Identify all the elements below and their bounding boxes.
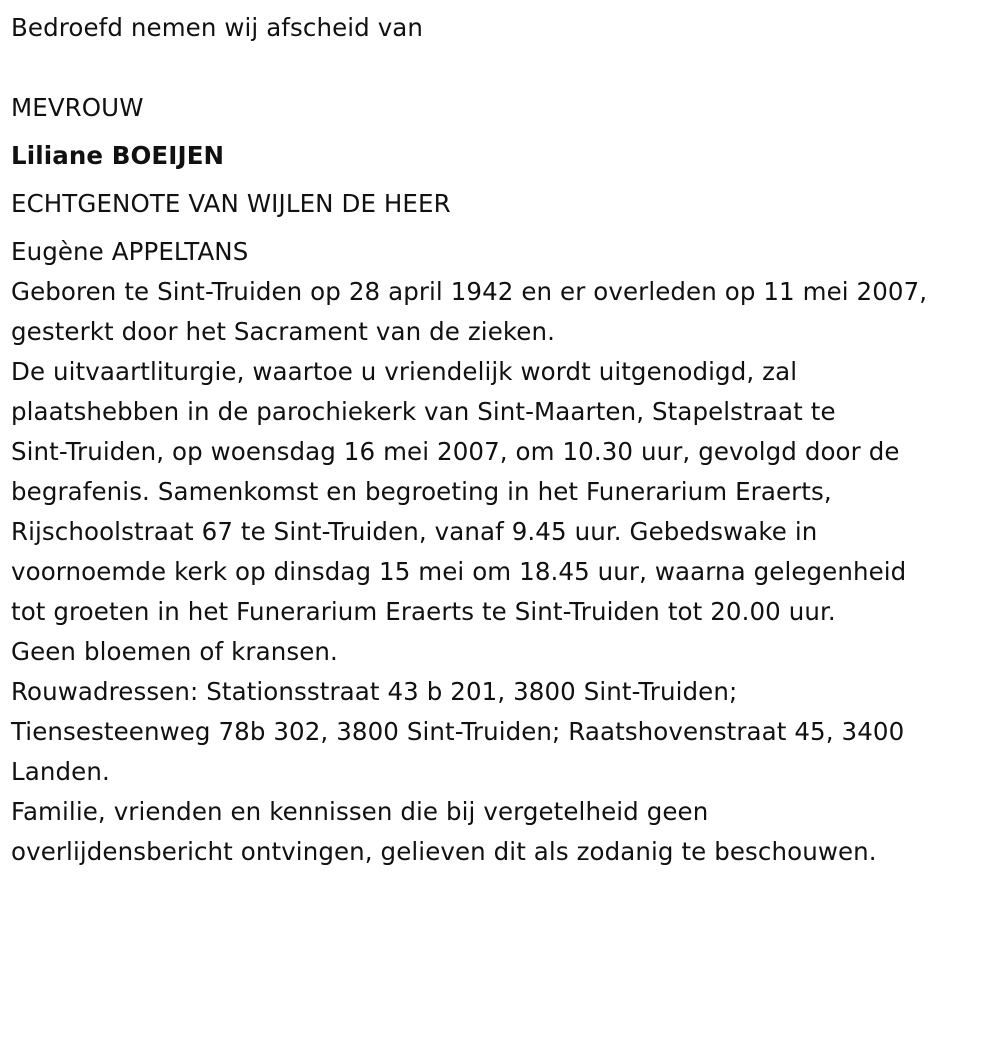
birth-death-paragraph (11, 272, 989, 352)
paragraph-line: Geboren te Sint-Truiden op 28 april 1942 en er overleden op 11 mei 2007, (11, 277, 928, 306)
paragraph-line: Geen bloemen of kransen. (11, 637, 338, 666)
paragraph-line: Tiensesteenweg 78b 302, 3800 Sint-Truiden; Raatshovenstraat 45, 3400 (11, 717, 905, 746)
paragraph-line: tot groeten in het Funerarium Eraerts te Sint-Truiden tot 20.00 uur. (11, 597, 836, 626)
relation-text: ECHTGENOTE VAN WIJLEN DE HEER (11, 189, 451, 218)
closing-paragraph (11, 792, 989, 872)
intro-text: Bedroefd nemen wij afscheid van (11, 13, 424, 42)
paragraph-line: Landen. (11, 757, 110, 786)
paragraph-line: begrafenis. Samenkomst en begroeting in het Funerarium Eraerts, (11, 477, 832, 506)
paragraph-line: plaatshebben in de parochiekerk van Sint-Maarten, Stapelstraat te (11, 397, 836, 426)
title-text: MEVROUW (11, 93, 144, 122)
funeral-paragraph (11, 352, 989, 672)
paragraph-line: De uitvaartliturgie, waartoe u vriendelijk wordt uitgenodigd, zal (11, 357, 798, 386)
paragraph-line: overlijdensbericht ontvingen, gelieven dit als zodanig te beschouwen. (11, 837, 877, 866)
spouse-name: Eugène APPELTANS (11, 237, 249, 266)
paragraph-line: Sint-Truiden, op woensdag 16 mei 2007, om 10.30 uur, gevolgd door de (11, 437, 900, 466)
paragraph-line: Familie, vrienden en kennissen die bij vergetelheid geen (11, 797, 709, 826)
deceased-name: Liliane BOEIJEN (11, 141, 225, 170)
paragraph-line: voornoemde kerk op dinsdag 15 mei om 18.45 uur, waarna gelegenheid (11, 557, 907, 586)
paragraph-line: Rouwadressen: Stationsstraat 43 b 201, 3800 Sint-Truiden; (11, 677, 738, 706)
paragraph-line: Rijschoolstraat 67 te Sint-Truiden, vanaf 9.45 uur. Gebedswake in (11, 517, 818, 546)
addresses-paragraph (11, 672, 989, 792)
paragraph-line: gesterkt door het Sacrament van de zieken. (11, 317, 555, 346)
